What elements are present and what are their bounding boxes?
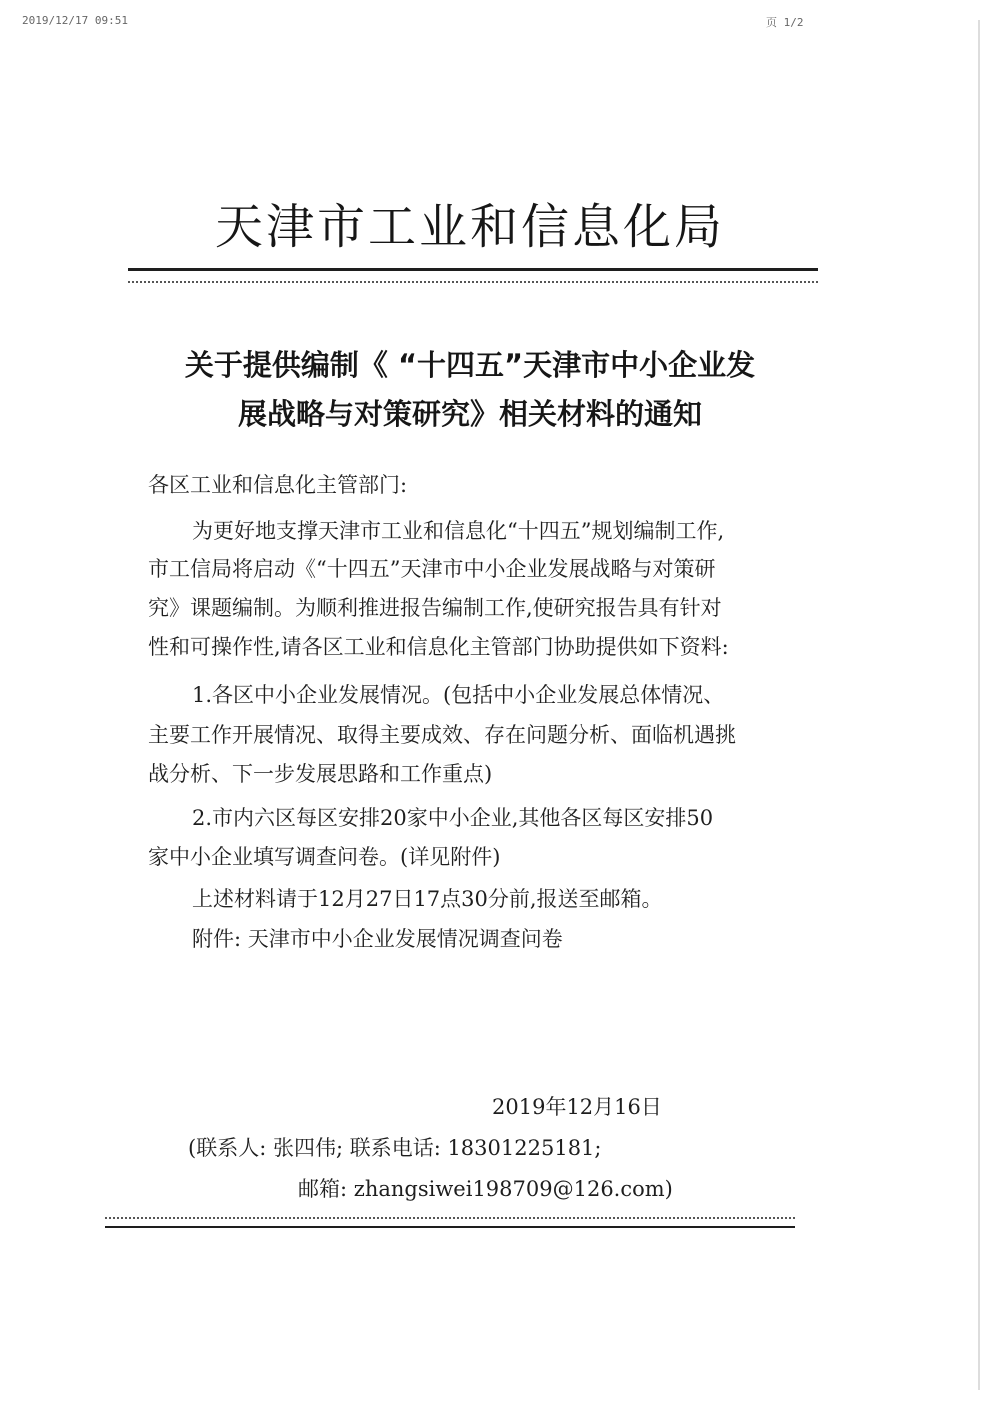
salutation: 各区工业和信息化主管部门: <box>148 473 408 497</box>
footer-rule-thick <box>105 1226 795 1228</box>
body-line: 上述材料请于12月27日17点30分前,报送至邮箱。 <box>192 887 663 911</box>
body-line: 为更好地支撑天津市工业和信息化“十四五”规划编制工作, <box>192 519 725 543</box>
body-line: 2.市内六区每区安排20家中小企业,其他各区每区安排50 <box>192 806 714 830</box>
letterhead-rule-thick <box>128 268 818 271</box>
notice-title-line-2: 展战略与对策研究》相关材料的通知 <box>237 397 702 431</box>
body-line: 市工信局将启动《“十四五”天津市中小企业发展战略与对策研 <box>148 557 716 581</box>
scan-edge-shadow <box>978 20 980 1390</box>
body-line: 1.各区中小企业发展情况。(包括中小企业发展总体情况、 <box>192 683 725 707</box>
fax-timestamp: 2019/12/17 09:51 <box>22 14 128 27</box>
letterhead-rule-thin <box>128 281 818 283</box>
email-line: 邮箱: zhangsiwei198709@126.com) <box>298 1177 673 1201</box>
body-line: 家中小企业填写调查问卷。(详见附件) <box>148 845 501 869</box>
letterhead-organization: 天津市工业和信息化局 <box>214 199 725 255</box>
body-line: 主要工作开展情况、取得主要成效、存在问题分析、面临机遇挑 <box>148 723 736 747</box>
attachment-line: 附件: 天津市中小企业发展情况调查问卷 <box>192 927 563 951</box>
body-line: 究》课题编制。为顺利推进报告编制工作,使研究报告具有针对 <box>148 596 722 620</box>
notice-title-line-1: 关于提供编制《 “十四五”天津市中小企业发 <box>184 348 756 382</box>
body-line: 性和可操作性,请各区工业和信息化主管部门协助提供如下资料: <box>148 635 729 659</box>
contact-line: (联系人: 张四伟; 联系电话: 18301225181; <box>188 1136 602 1160</box>
footer-rule-thin <box>105 1217 795 1219</box>
body-line: 战分析、下一步发展思路和工作重点) <box>148 762 493 786</box>
issue-date: 2019年12月16日 <box>492 1095 662 1119</box>
fax-page-number: 页 1/2 <box>766 16 804 29</box>
